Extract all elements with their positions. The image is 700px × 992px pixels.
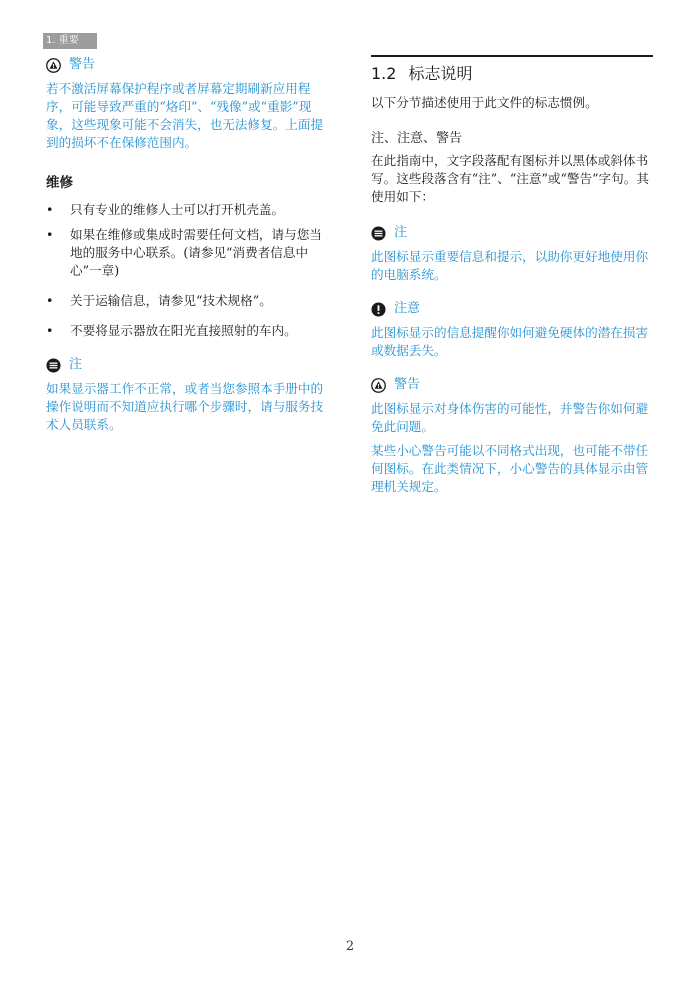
warning-header <box>371 376 653 394</box>
list-item: • 只有专业的维修人士可以打开机壳盖。 <box>46 201 331 219</box>
warning-triangle-icon <box>46 58 61 73</box>
note-icon <box>371 226 386 241</box>
section-heading <box>371 64 653 84</box>
warning-title: 警告 <box>394 377 421 392</box>
maintenance-list <box>46 201 331 340</box>
list-item: • 如果在维修或集成时需要任何文档，请与您当地的服务中心联系。(请参见“消费者信息中心”一章) <box>46 226 331 280</box>
caution-exclamation-icon <box>371 302 386 317</box>
section-intro: 以下分节描述使用于此文件的标志惯例。 <box>371 95 598 110</box>
caution-text: 此图标显示的信息提醒你如何避免硬体的潜在损害或数据丢失。 <box>371 325 649 358</box>
subheading: 注、注意、警告 <box>371 131 463 146</box>
list-item: • 关于运输信息，请参见“技术规格”。 <box>46 292 331 310</box>
warning-text: 若不激活屏幕保护程序或者屏幕定期刷新应用程序，可能导致严重的“烙印”、“残像”或“重影”现象，这些现象可能不会消失，也无法修复。上面提到的损坏不在保修范围内。 <box>46 81 324 150</box>
list-item: • 不要将显示器放在阳光直接照射的车内。 <box>46 322 331 340</box>
note-text: 此图标显示重要信息和提示，以助你更好地使用你的电脑系统。 <box>371 249 649 282</box>
left-column <box>46 56 331 434</box>
note-title: 注 <box>69 357 83 372</box>
section-number: 1.2 <box>371 64 397 83</box>
page-number: 2 <box>345 939 355 954</box>
note-header <box>371 224 653 242</box>
chapter-tab: 1. 重要 <box>43 33 97 49</box>
note-title: 注 <box>394 225 408 240</box>
note-header <box>46 356 331 374</box>
warning-text-extra: 某些小心警告可能以不同格式出现，也可能不带任何图标。在此类情况下，小心警告的具体显示由管理机关规定。 <box>371 443 649 494</box>
caution-header <box>371 300 653 318</box>
note-icon <box>46 358 61 373</box>
subheading-text: 在此指南中，文字段落配有图标并以黑体或斜体书写。这些段落含有“注”、“注意”或“警告”字句。其使用如下： <box>371 153 649 204</box>
warning-header <box>46 56 331 74</box>
right-column <box>371 56 653 496</box>
caution-title: 注意 <box>394 301 421 316</box>
note-text: 如果显示器工作不正常，或者当您参照本手册中的操作说明而不知道应执行哪个步骤时，请与服务技术人员联系。 <box>46 381 324 432</box>
warning-title: 警告 <box>69 57 96 72</box>
section-title: 标志说明 <box>408 64 473 83</box>
warning-text: 此图标显示对身体伤害的可能性，并警告你如何避免此问题。 <box>371 401 649 434</box>
maintenance-heading: 维修 <box>46 175 73 191</box>
warning-triangle-icon <box>371 378 386 393</box>
